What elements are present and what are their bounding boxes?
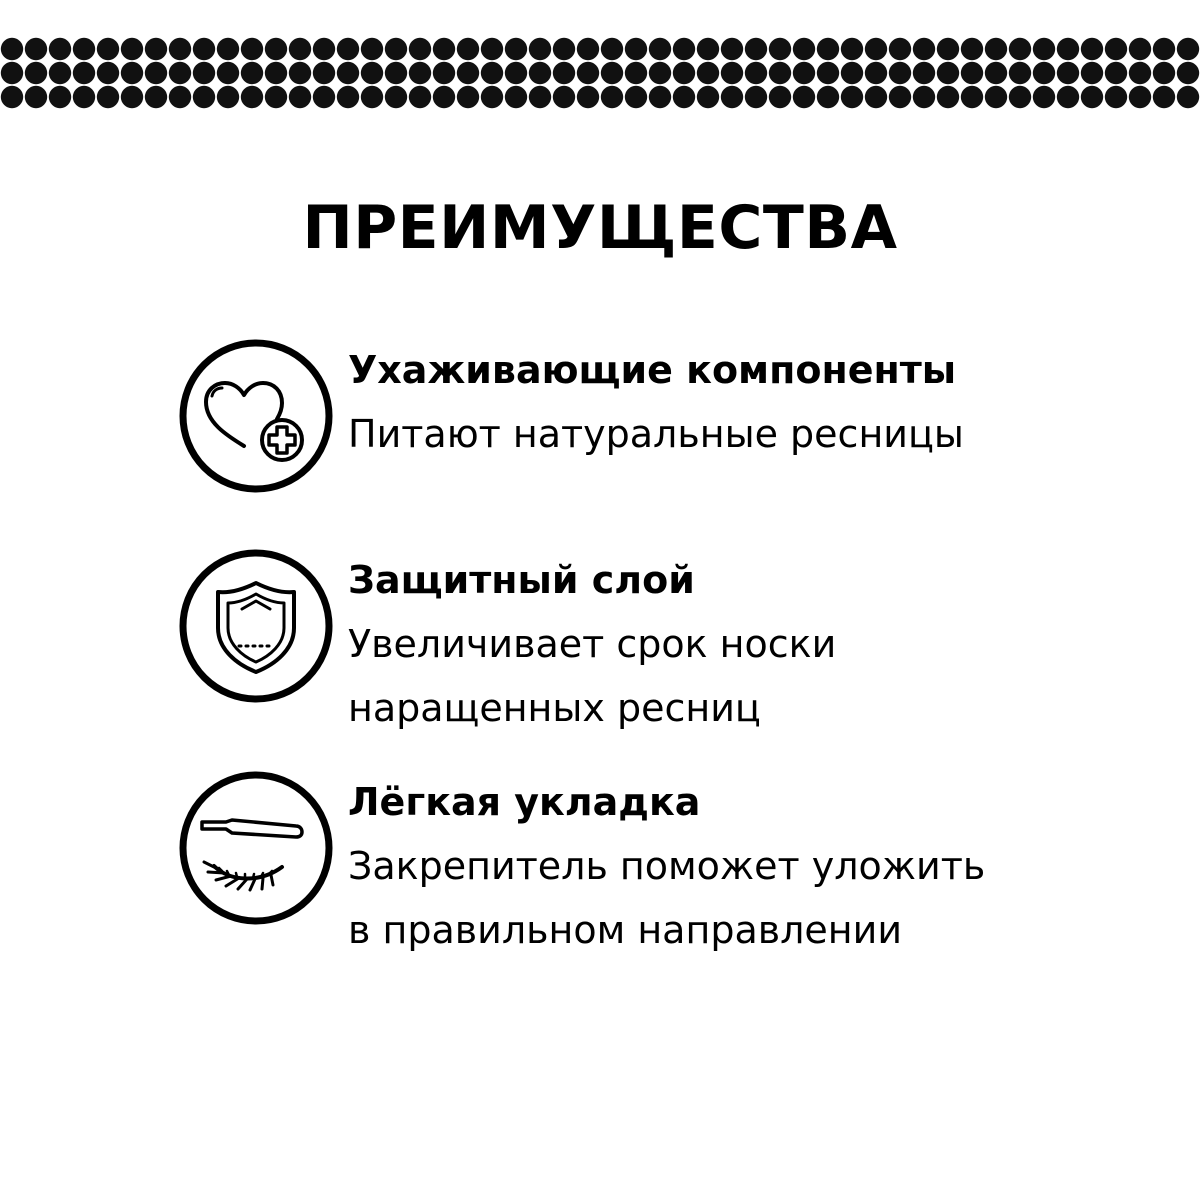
heart-plus-icon — [178, 338, 334, 494]
benefit-title: Ухаживающие компоненты — [348, 348, 957, 392]
dots-decoration-band — [0, 37, 1200, 109]
benefit-description-line-1: Закрепитель поможет уложить — [348, 844, 986, 888]
shield-icon — [178, 548, 334, 704]
lash-brush-icon — [178, 770, 334, 926]
dots-pattern — [0, 37, 1200, 109]
page-title: ПРЕИМУЩЕСТВА — [302, 193, 898, 263]
benefit-description-line-1: Увеличивает срок носки — [348, 622, 837, 666]
benefit-description-line-2: наращенных ресниц — [348, 686, 761, 730]
benefit-title: Лёгкая укладка — [348, 780, 701, 824]
benefit-title: Защитный слой — [348, 558, 695, 602]
benefit-description: Питают натуральные ресницы — [348, 412, 964, 456]
benefit-description-line-2: в правильном направлении — [348, 908, 903, 952]
